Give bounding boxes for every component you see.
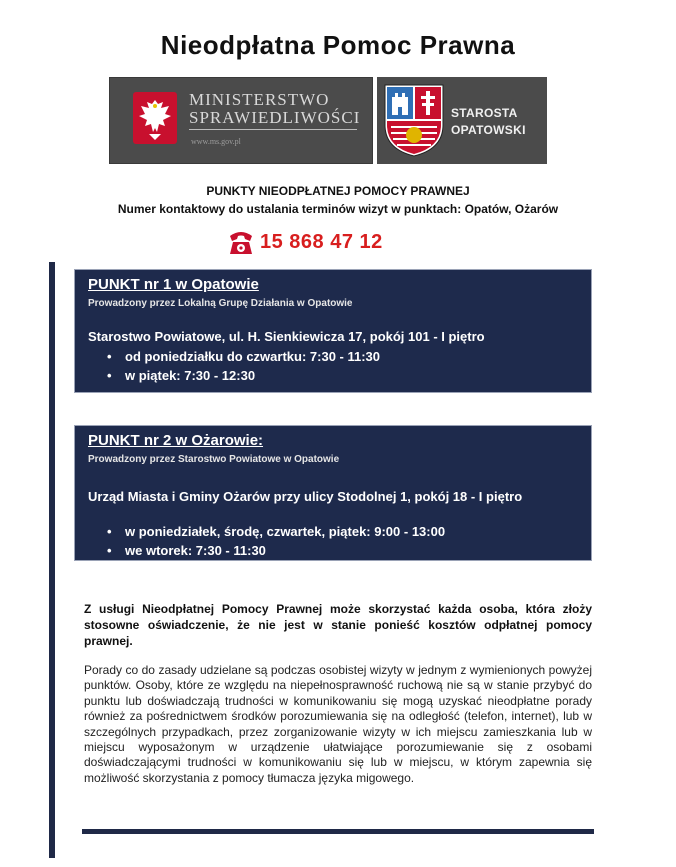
consultation-paragraph: Porady co do zasady udzielane są podczas osobistej wizyty w jednym z wymienionych powyżej punktów. Osoby, które ze względu na niepełnosprawność ruchową nie są w stanie przybyć do punktu lub doświadczają trudności w komunikowaniu się mogą uzyskać nieodpłatne porady również za pośrednictwem środków porozumiewania się na odległość (telefon, internet), lub w szczególnych przypadkach, przez zorganizowanie wizyty w ich miejscu zamieszkania lub w miejscu wyposażonym w urządzenie ułatwiające porozumiewanie się z osobami doświadczającymi trudności w komunikowaniu się lub w miejscu, w którym zapewnia się możliwość skorzystania z pomocy tłumacza języka migowego.: [84, 663, 592, 785]
starosta-line2: OPATOWSKI: [451, 123, 526, 137]
phone-contact: [226, 226, 383, 258]
points-heading: PUNKTY NIEODPŁATNEJ POMOCY PRAWNEJ: [206, 184, 470, 198]
eligibility-paragraph: Z usługi Nieodpłatnej Pomocy Prawnej może skorzystać każda osoba, która złoży stosowne oświadczenie, że nie jest w stanie ponieść kosztów odpłatnej pomocy prawnej.: [84, 602, 592, 648]
polish-eagle-icon: [133, 92, 177, 144]
bottom-accent-bar: [82, 829, 594, 834]
point-2-card: [74, 425, 592, 561]
ministry-name-line1: MINISTERSTWO: [189, 90, 330, 109]
ministry-name-line2: SPRAWIEDLIWOŚCI: [189, 108, 361, 127]
point-1-hours-item: • w piątek: 7:30 - 12:30: [107, 366, 380, 385]
point-1-title: PUNKT nr 1 w Opatowie: [88, 276, 259, 293]
ministry-logo: [109, 77, 373, 164]
left-accent-bar: [49, 262, 55, 858]
point-2-address: Urząd Miasta i Gminy Ożarów przy ulicy Stodolnej 1, pokój 18 - I piętro: [88, 489, 523, 504]
starosta-line1: STAROSTA: [451, 106, 518, 120]
logo-banner: [109, 77, 547, 164]
point-1-operator: Prowadzony przez Lokalną Grupę Działania w Opatowie: [88, 298, 353, 309]
point-1-hours: [107, 347, 380, 385]
point-1-address: Starostwo Powiatowe, ul. H. Sienkiewicza 17, pokój 101 - I piętro: [88, 329, 485, 344]
coat-of-arms-icon: [383, 83, 445, 158]
telephone-icon: [226, 228, 256, 256]
page-title: Nieodpłatna Pomoc Prawna: [160, 30, 516, 60]
point-2-operator: Prowadzony przez Starostwo Powiatowe w Opatowie: [88, 454, 340, 465]
point-1-hours-item: • od poniedziałku do czwartku: 7:30 - 11:30: [107, 347, 380, 366]
point-2-hours-item: • w poniedziałek, środę, czwartek, piątek: 9:00 - 13:00: [107, 522, 445, 541]
starosta-logo: [377, 77, 547, 164]
ministry-website: www.ms.gov.pl: [191, 137, 241, 146]
contact-line: Numer kontaktowy do ustalania terminów wizyt w punktach: Opatów, Ożarów: [117, 202, 559, 216]
ministry-divider: [189, 129, 357, 130]
point-1-card: [74, 269, 592, 393]
point-2-hours-item: • we wtorek: 7:30 - 11:30: [107, 541, 445, 560]
point-2-hours: [107, 522, 445, 560]
point-2-title: PUNKT nr 2 w Ożarowie:: [88, 432, 264, 449]
phone-number[interactable]: 15 868 47 12: [260, 230, 383, 253]
